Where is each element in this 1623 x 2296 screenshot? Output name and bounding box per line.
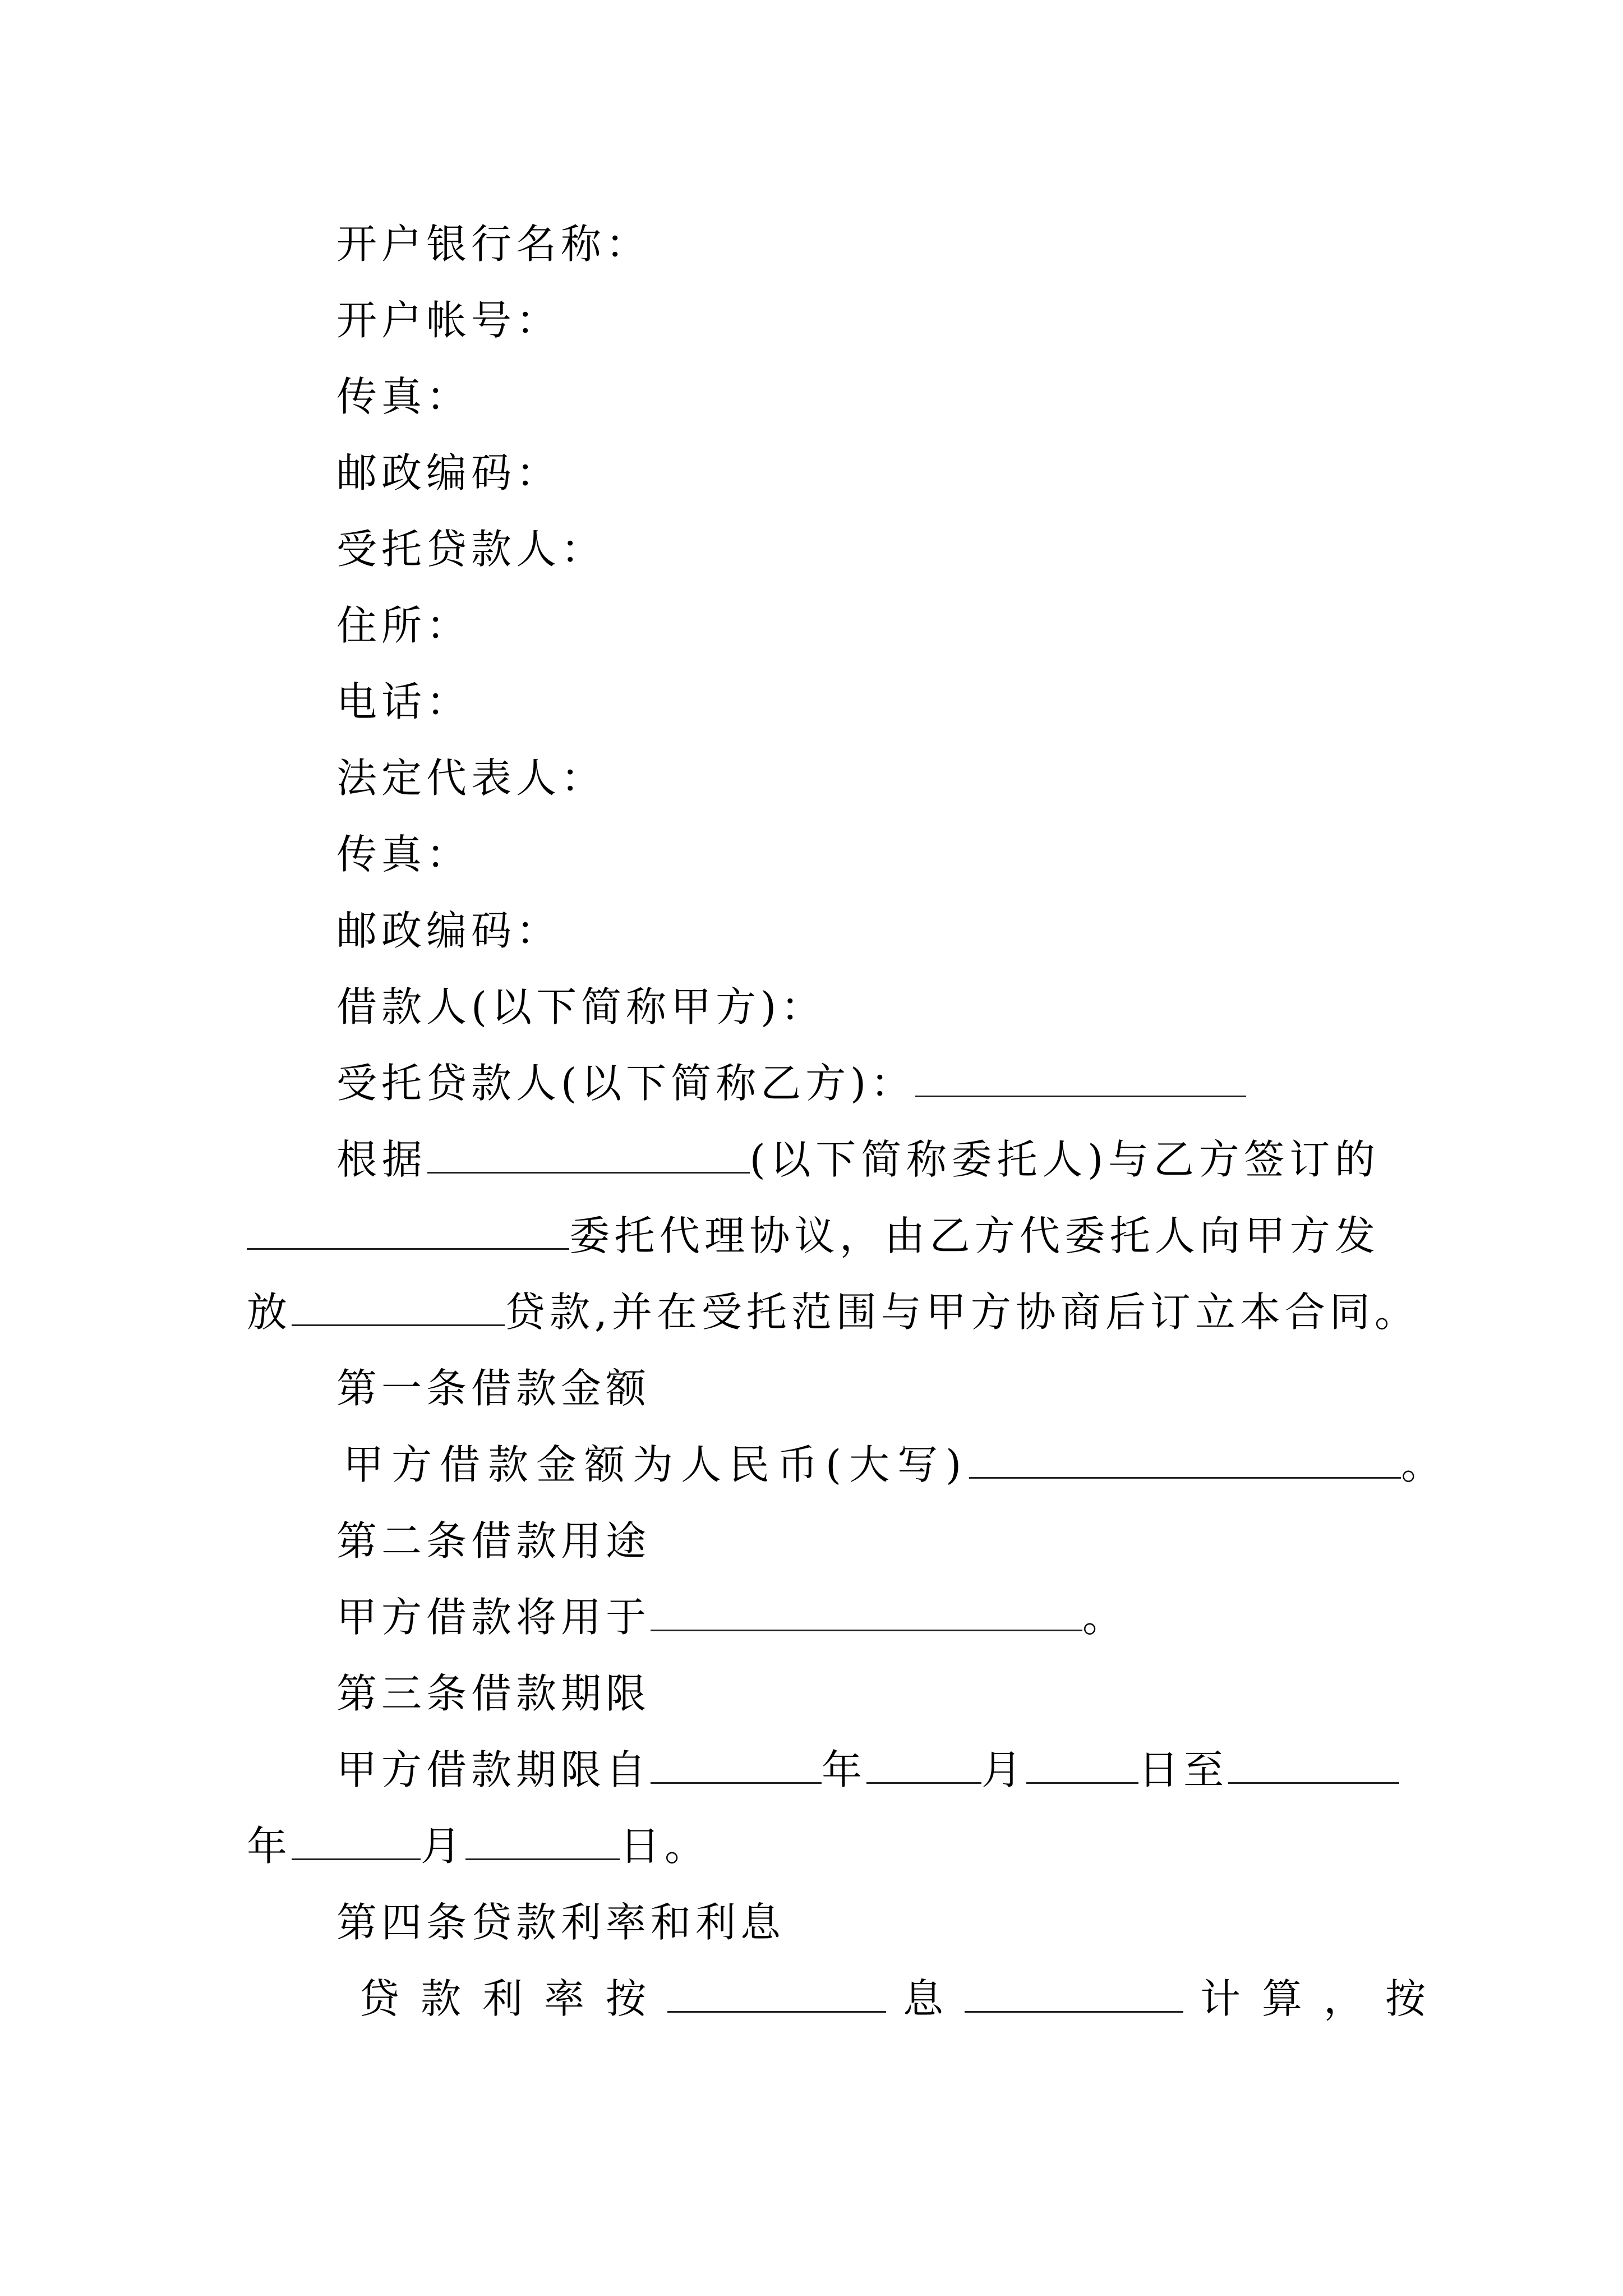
blank-agreement[interactable] <box>247 1209 569 1250</box>
blank-end-month[interactable] <box>465 1819 620 1860</box>
label-interest-rate: 贷款利率按 <box>359 1975 668 2022</box>
field-account-number <box>336 292 561 348</box>
field-loan-term-end <box>247 1818 709 1874</box>
blank-end-year[interactable] <box>292 1819 421 1860</box>
paragraph-line-1 <box>336 1131 1380 1188</box>
heading-article-3 <box>336 1665 651 1722</box>
field-party-b <box>336 1055 1246 1111</box>
field-phone <box>336 674 471 730</box>
heading-article-2 <box>336 1513 651 1569</box>
blank-interest-basis[interactable] <box>965 1972 1183 2013</box>
label-entrusted-lender: 受托贷款人： <box>336 526 606 573</box>
field-bank-name <box>336 216 651 272</box>
blank-loan-purpose[interactable] <box>651 1590 1082 1631</box>
label-loan-purpose: 甲方借款将用于 <box>336 1594 651 1641</box>
blank-start-day[interactable] <box>1026 1743 1138 1784</box>
label-fax-2: 传真： <box>336 831 472 878</box>
text-day-end: 日。 <box>620 1823 710 1870</box>
text-period-2: 。 <box>1082 1594 1128 1641</box>
label-legal-representative: 法定代表人： <box>336 754 606 802</box>
paragraph-line-3 <box>247 1284 1419 1340</box>
label-postcode-1: 邮政编码： <box>336 449 561 496</box>
title-article-2: 第二条借款用途 <box>336 1517 651 1565</box>
label-phone: 电话： <box>336 678 472 725</box>
field-address <box>336 597 471 654</box>
text-interest: 息 <box>903 1975 948 2022</box>
label-account-number: 开户帐号： <box>336 297 561 344</box>
text-agreement: 委托代理协议，由乙方代委托人向甲方发 <box>569 1212 1380 1259</box>
field-fax-1 <box>336 369 471 425</box>
label-party-b: 受托贷款人(以下简称乙方)： <box>336 1060 916 1107</box>
title-article-3: 第三条借款期限 <box>336 1670 651 1717</box>
blank-rate-basis[interactable] <box>667 1972 886 2013</box>
text-month-1: 月 <box>981 1746 1027 1793</box>
label-postcode-2: 邮政编码： <box>336 907 561 954</box>
field-borrower <box>336 979 826 1035</box>
field-fax-2 <box>336 826 471 882</box>
blank-start-year[interactable] <box>651 1743 822 1784</box>
title-article-4: 第四条贷款利率和利息 <box>336 1899 786 1946</box>
blank-loan-type[interactable] <box>292 1285 505 1326</box>
blank-party-b[interactable] <box>915 1056 1246 1097</box>
label-borrower: 借款人(以下简称甲方)： <box>336 983 826 1030</box>
blank-principal[interactable] <box>427 1133 750 1174</box>
heading-article-4 <box>336 1894 785 1950</box>
blank-start-month[interactable] <box>866 1743 981 1784</box>
text-period-1: 。 <box>1401 1441 1446 1488</box>
text-month-2: 月 <box>421 1823 466 1870</box>
text-year-2: 年 <box>247 1823 292 1870</box>
title-article-1: 第一条借款金额 <box>336 1365 651 1412</box>
text-issue: 放 <box>247 1289 292 1336</box>
field-postcode-1 <box>336 445 561 501</box>
field-entrusted-lender <box>336 521 606 577</box>
blank-end-year-prefix[interactable] <box>1228 1743 1399 1784</box>
text-calculate: 计算，按 <box>1200 1975 1447 2022</box>
field-loan-amount <box>343 1437 1446 1493</box>
text-loan-terms: 贷款,并在受托范围与甲方协商后订立本合同。 <box>505 1289 1419 1336</box>
field-legal-representative <box>336 750 606 806</box>
field-interest-rate <box>359 1971 1447 2027</box>
text-principal-note: (以下简称委托人)与乙方签订的 <box>749 1136 1380 1183</box>
blank-loan-amount[interactable] <box>969 1438 1401 1479</box>
label-bank-name: 开户银行名称： <box>336 220 651 268</box>
label-fax-1: 传真： <box>336 373 472 420</box>
label-loan-term: 甲方借款期限自 <box>336 1746 651 1793</box>
field-postcode-2 <box>336 903 561 959</box>
field-loan-term-start <box>336 1742 1399 1798</box>
text-year-1: 年 <box>822 1746 867 1793</box>
label-loan-amount: 甲方借款金额为人民币(大写) <box>343 1441 970 1488</box>
field-loan-purpose <box>336 1589 1127 1645</box>
heading-article-1 <box>336 1360 651 1416</box>
paragraph-line-2 <box>247 1208 1380 1264</box>
text-according-to: 根据 <box>336 1136 427 1183</box>
text-day-to: 日至 <box>1138 1746 1229 1793</box>
label-address: 住所： <box>336 602 472 649</box>
